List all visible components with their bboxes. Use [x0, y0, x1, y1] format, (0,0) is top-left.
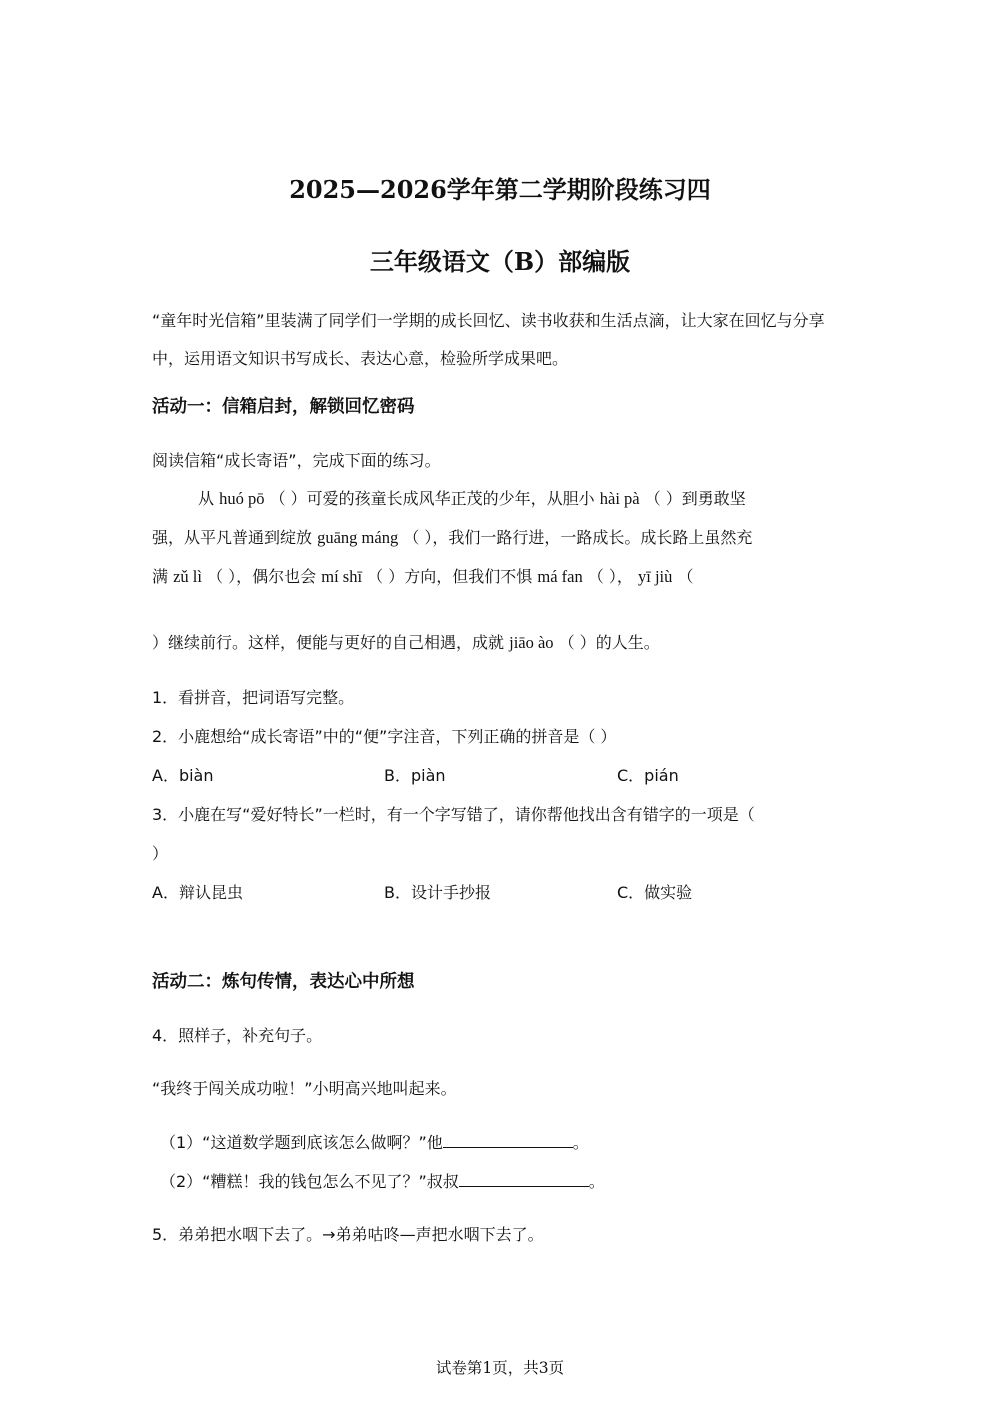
passage-line-3: [152, 566, 694, 588]
page-subtitle: 三年级语文（B）部编版: [369, 247, 631, 276]
q2-option-b[interactable]: B．piàn: [384, 766, 446, 785]
passage-text: ）继续前行。这样，便能与更好的自己相遇，成就: [152, 633, 505, 652]
q2-option-a[interactable]: A．biàn: [152, 766, 214, 785]
passage-text: （ ）方向，但我们不惧: [367, 567, 533, 586]
pinyin: mí shī: [321, 567, 363, 586]
question-3: 3．小鹿在写“爱好特长”一栏时，有一个字写错了，请你帮他找出含有错字的一项是（: [152, 805, 755, 824]
question-1: 1．看拼音，把词语写完整。: [152, 688, 355, 707]
example-sentence: “我终于闯关成功啦！”小明高兴地叫起来。: [152, 1079, 457, 1098]
passage-line-2: [152, 527, 752, 549]
q3-option-b[interactable]: B．设计手抄报: [384, 883, 491, 902]
item-end: 。: [572, 1133, 589, 1152]
passage-text: 从: [198, 489, 215, 508]
passage-text: 强，从平凡普通到绽放: [152, 528, 313, 547]
item-text: （2）“糟糕！我的钱包怎么不见了？”叔叔: [160, 1172, 459, 1191]
passage-text: （ ），: [587, 567, 633, 586]
passage-text: （ ）可爱的孩童长成风华正茂的少年，从胆小: [269, 489, 595, 508]
activity1-heading: 活动一：信箱启封，解锁回忆密码: [152, 397, 415, 417]
question-4: 4．照样子，补充句子。: [152, 1026, 323, 1045]
question-2: 2．小鹿想给“成长寄语”中的“便”字注音，下列正确的拼音是（ ）: [152, 727, 617, 746]
item-text: （1）“这道数学题到底该怎么做啊？”他: [160, 1133, 443, 1152]
q3-option-c[interactable]: C．做实验: [617, 883, 693, 902]
item-end: 。: [588, 1172, 605, 1191]
pinyin: yī jiù: [638, 567, 673, 586]
answer-blank[interactable]: [459, 1172, 589, 1187]
activity1-instruction: 阅读信箱“成长寄语”，完成下面的练习。: [152, 451, 441, 470]
passage-text: （ ）的人生。: [558, 633, 660, 652]
passage-text: （: [677, 567, 694, 586]
passage-text: （ ），偶尔也会: [207, 567, 317, 586]
page-footer: 试卷第1页，共3页: [435, 1359, 565, 1377]
answer-blank[interactable]: [443, 1133, 573, 1148]
activity2-heading: 活动二：炼句传情，表达心中所想: [152, 972, 415, 992]
q4-item-1: [160, 1132, 589, 1154]
question-5: 5．弟弟把水咽下去了。→弟弟咕咚—声把水咽下去了。: [152, 1225, 544, 1244]
pinyin: má fan: [537, 567, 583, 586]
pinyin: hài pà: [599, 489, 640, 508]
q3-option-a[interactable]: A．辩认昆虫: [152, 883, 243, 902]
q4-item-2: [160, 1171, 605, 1193]
pinyin: zǔ lì: [173, 567, 202, 586]
pinyin: guāng máng: [317, 528, 399, 547]
intro-paragraph: “童年时光信箱”里装满了同学们一学期的成长回忆、读书收获和生活点滴，让大家在回忆与分享中，运用语文知识书写成长、表达心意，检验所学成果吧。: [152, 311, 825, 368]
passage-line-4: [152, 632, 660, 654]
passage-text: 满: [152, 567, 169, 586]
passage-line-1: [198, 488, 746, 510]
pinyin: jiāo ào: [509, 633, 554, 652]
page-title: 2025—2026学年第二学期阶段练习四: [289, 175, 711, 204]
q2-option-c[interactable]: C．pián: [617, 766, 679, 785]
question-3-continued: ）: [152, 844, 169, 863]
pinyin: huó pō: [219, 489, 265, 508]
passage-text: （ ）到勇敢坚: [644, 489, 746, 508]
passage-text: （ ），我们一路行进，一路成长。成长路上虽然充: [403, 528, 753, 547]
